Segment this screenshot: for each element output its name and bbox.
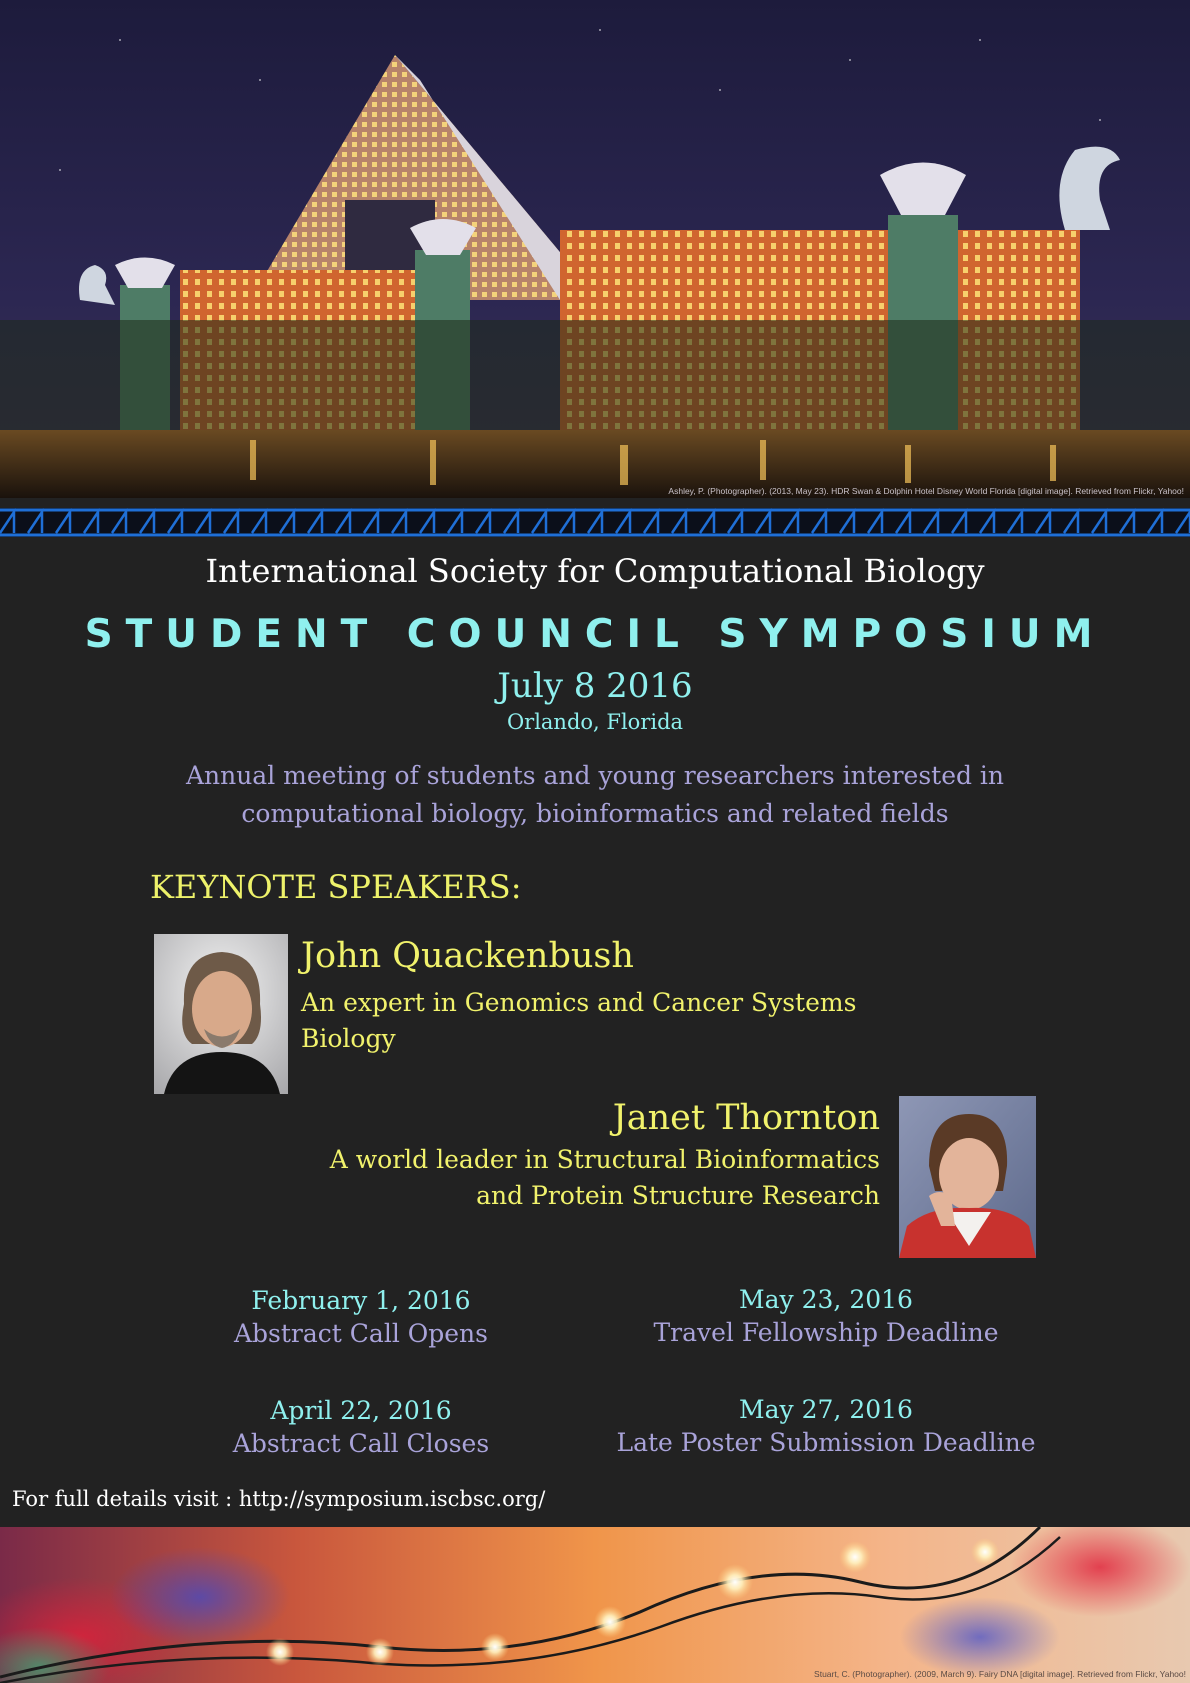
speaker-description-line: An expert in Genomics and Cancer Systems (301, 988, 857, 1017)
speaker-name: Janet Thornton (612, 1098, 880, 1138)
event-date: July 8 2016 (497, 666, 693, 706)
deadline-item (586, 1285, 1066, 1347)
deadline-item (121, 1396, 601, 1458)
deadline-date: April 22, 2016 (270, 1396, 452, 1425)
deadline-item (586, 1395, 1066, 1457)
deadline-label: Late Poster Submission Deadline (616, 1428, 1036, 1457)
society-name: International Society for Computational Biology (205, 552, 985, 590)
deadline-label: Travel Fellowship Deadline (653, 1318, 999, 1347)
event-title: STUDENT COUNCIL SYMPOSIUM (84, 612, 1106, 657)
hero-photo (0, 0, 1190, 498)
deadline-date: February 1, 2016 (251, 1286, 471, 1315)
speaker-description-line: A world leader in Structural Bioinformatics (329, 1145, 880, 1174)
fairy-lights-photo (0, 1527, 1190, 1683)
keynote-heading: KEYNOTE SPEAKERS: (150, 868, 522, 906)
speaker-description-line: and Protein Structure Research (476, 1181, 880, 1210)
lights-photo-credit: Stuart, C. (Photographer). (2009, March 9). Fairy DNA [digital image]. Retrieved from Flickr, Yahoo! (814, 1669, 1186, 1679)
speaker-photo-john-quackenbush (154, 934, 288, 1094)
deadline-label: Abstract Call Opens (234, 1319, 488, 1348)
tagline-line-1: Annual meeting of students and young researchers interested in (185, 761, 1005, 790)
speaker-name: John Quackenbush (301, 936, 634, 976)
speaker-description (280, 1142, 880, 1214)
deadline-item (121, 1286, 601, 1348)
hero-photo-credit: Ashley, P. (Photographer). (2013, May 23). HDR Swan & Dolphin Hotel Disney World Florida [digital image]. Retrieved from Flickr, Yahoo! (668, 486, 1184, 496)
speaker-description (301, 985, 901, 1057)
event-tagline (0, 757, 1190, 833)
deadline-label: Abstract Call Closes (232, 1429, 490, 1458)
zigzag-divider (0, 508, 1190, 537)
speaker-photo-janet-thornton (899, 1096, 1036, 1258)
website-link[interactable]: For full details visit : http://symposium.iscbsc.org/ (12, 1487, 546, 1511)
deadline-date: May 27, 2016 (739, 1395, 913, 1424)
speaker-description-line: Biology (301, 1024, 396, 1053)
tagline-line-2: computational biology, bioinformatics and related fields (241, 799, 949, 828)
event-location: Orlando, Florida (506, 710, 684, 734)
deadline-date: May 23, 2016 (739, 1285, 913, 1314)
